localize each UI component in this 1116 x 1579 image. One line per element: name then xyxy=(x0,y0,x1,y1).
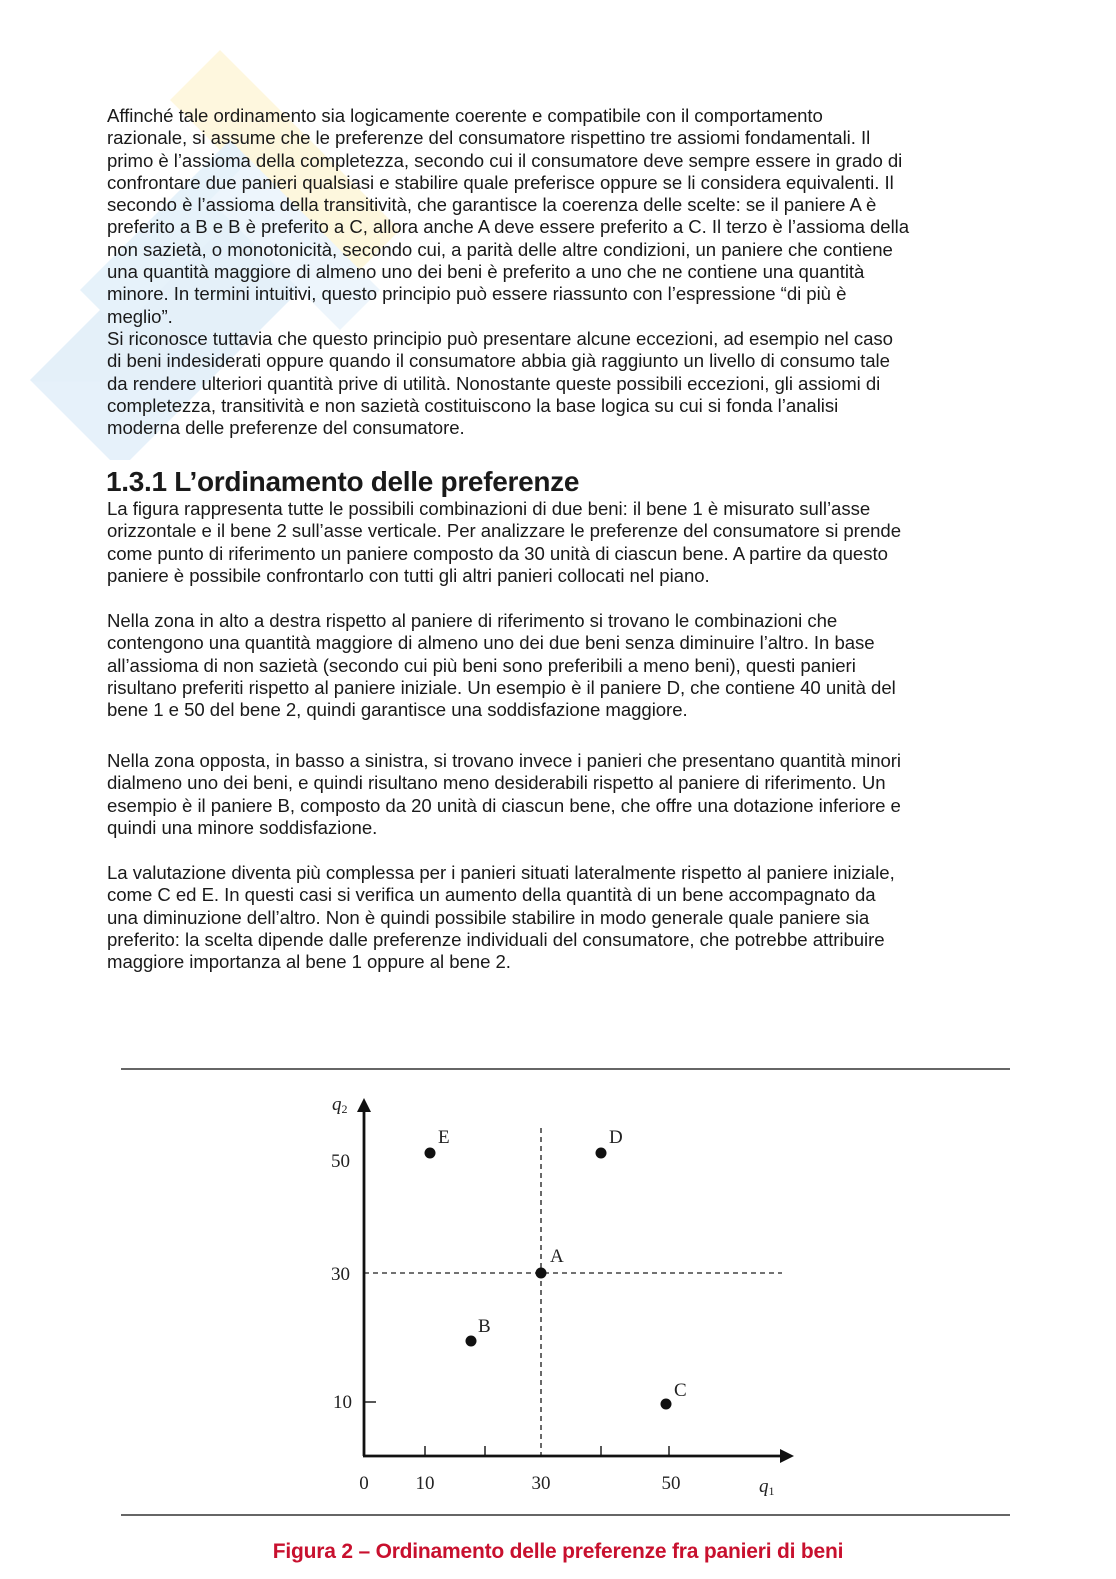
text-line: risultano preferiti rispetto al paniere iniziale. Un esempio è il paniere D, che contiene 40 unità del xyxy=(107,676,896,698)
x-tick-label: 0 xyxy=(359,1473,369,1494)
figure-caption: Figura 2 – Ordinamento delle preferenze fra panieri di beni xyxy=(272,1540,844,1563)
text-line: moderna delle preferenze del consumatore. xyxy=(107,417,465,439)
text-line: come C ed E. In questi casi si verifica un aumento della quantità di un bene accompagnato da xyxy=(107,884,876,906)
point-e xyxy=(425,1148,436,1159)
text-line: all’assioma di non sazietà (secondo cui più beni sono preferibili a meno beni), questi panieri xyxy=(107,654,856,676)
text-line: Nella zona opposta, in basso a sinistra, si trovano invece i panieri che presentano quantità minori xyxy=(107,750,902,771)
text-line: esempio è il paniere B, composto da 20 unità di ciascun bene, che offre una dotazione inferiore e xyxy=(107,794,901,816)
text-line: primo è l’assioma della completezza, secondo cui il consumatore deve sempre essere in grado di xyxy=(107,149,903,171)
text-line: secondo è l’assioma della transitività, che garantisce la coerenza delle scelte: se il paniere A è xyxy=(107,194,877,216)
figure-top-rule xyxy=(121,1068,1010,1070)
text-line: maggiore importanza al bene 1 oppure al bene 2. xyxy=(107,951,511,973)
y-tick-label: 10 xyxy=(333,1392,352,1413)
section-heading: 1.3.1 L’ordinamento delle preferenze xyxy=(106,466,580,497)
point-d xyxy=(596,1148,607,1159)
point-label-e: E xyxy=(438,1127,450,1148)
text-line: una diminuzione dell’altro. Non è quindi possibile stabilire in modo generale quale paniere sia xyxy=(107,906,870,928)
text-line: minore. In termini intuitivi, questo principio può essere riassunto con l’espressione “di più è xyxy=(107,283,847,305)
y-tick-label: 30 xyxy=(331,1264,350,1285)
text-line: come punto di riferimento un paniere composto da 30 unità di ciascun bene. A partire da questo xyxy=(107,542,888,564)
point-a xyxy=(536,1268,547,1279)
text-line: La figura rappresenta tutte le possibili combinazioni di due beni: il bene 1 è misurato sull’asse xyxy=(107,498,871,519)
x-tick-label: 30 xyxy=(531,1473,551,1494)
text-line: orizzontale e il bene 2 sull’asse verticale. Per analizzare le preferenze del consumatore si prende xyxy=(107,520,901,542)
text-line: Affinché tale ordinamento sia logicamente coerente e compatibile con il comportamento xyxy=(107,105,823,126)
text-line: preferito: la scelta dipende dalle preferenze individuali del consumatore, che potrebbe attribuire xyxy=(107,928,885,950)
text-line: una quantità maggiore di almeno uno dei beni è preferito a uno che ne contiene una quantità xyxy=(107,261,865,283)
text-line: di beni indesiderati oppure quando il consumatore abbia già raggiunto un livello di consumo tale xyxy=(107,350,890,372)
point-c xyxy=(661,1399,672,1410)
figure-bottom-rule xyxy=(121,1514,1010,1516)
point-label-d: D xyxy=(609,1127,623,1148)
paragraph-upper-right-zone xyxy=(107,610,1007,721)
text-line: preferito a B e B è preferito a C, allora anche A deve essere preferito a C. Il terzo è l’assioma della xyxy=(107,216,910,238)
y-axis-arrow-icon xyxy=(357,1098,371,1112)
x-tick-label: 50 xyxy=(661,1473,681,1494)
paragraph-figure-description xyxy=(107,498,1007,587)
point-b xyxy=(466,1336,477,1347)
text-line: confrontare due panieri qualsiasi e stabilire quale preferisce oppure se li considera equivalenti. Il xyxy=(107,171,894,193)
text-line: paniere è possibile confrontarlo con tutti gli altri panieri collocati nel piano. xyxy=(107,564,710,586)
intro-paragraph xyxy=(107,105,1007,439)
text-line: Si riconosce tuttavia che questo principio può presentare alcune eccezioni, ad esempio nel caso xyxy=(107,327,893,349)
text-line: non sazietà, o monotonicità, secondo cui, a parità delle altre condizioni, un paniere che contiene xyxy=(107,238,893,260)
text-line: completezza, transitività e non sazietà costituiscono la base logica su cui si fonda l’analisi xyxy=(107,394,839,416)
point-label-b: B xyxy=(478,1316,491,1337)
text-line: Nella zona in alto a destra rispetto al paniere di riferimento si trovano le combinazioni che xyxy=(107,610,838,631)
x-axis-arrow-icon xyxy=(780,1449,794,1463)
text-line: quindi una minore soddisfazione. xyxy=(107,816,378,838)
x-axis-title: q1 xyxy=(759,1476,775,1498)
y-tick-label: 50 xyxy=(331,1151,350,1172)
text-line: La valutazione diventa più complessa per i panieri situati lateralmente rispetto al paniere iniziale, xyxy=(107,862,895,883)
text-line: meglio”. xyxy=(107,305,173,327)
text-line: bene 1 e 50 del bene 2, quindi garantisce una soddisfazione maggiore. xyxy=(107,699,688,721)
x-tick-label: 10 xyxy=(415,1473,435,1494)
text-line: contengono una quantità maggiore di almeno uno dei due beni senza diminuire l’altro. In base xyxy=(107,632,875,654)
paragraph-lower-left-zone xyxy=(107,750,1007,839)
y-axis-title: q2 xyxy=(332,1094,348,1116)
point-label-a: A xyxy=(550,1246,564,1267)
text-line: da rendere ulteriori quantità prive di utilità. Nonostante queste possibili eccezioni, gli assiomi di xyxy=(107,372,881,394)
text-line: dialmeno uno dei beni, e quindi risultano meno desiderabili rispetto al paniere di riferimento. Un xyxy=(107,772,886,794)
paragraph-lateral-zones xyxy=(107,862,1007,973)
point-label-c: C xyxy=(674,1380,687,1401)
text-line: razionale, si assume che le preferenze del consumatore rispettino tre assiomi fondamentali. Il xyxy=(107,127,871,149)
